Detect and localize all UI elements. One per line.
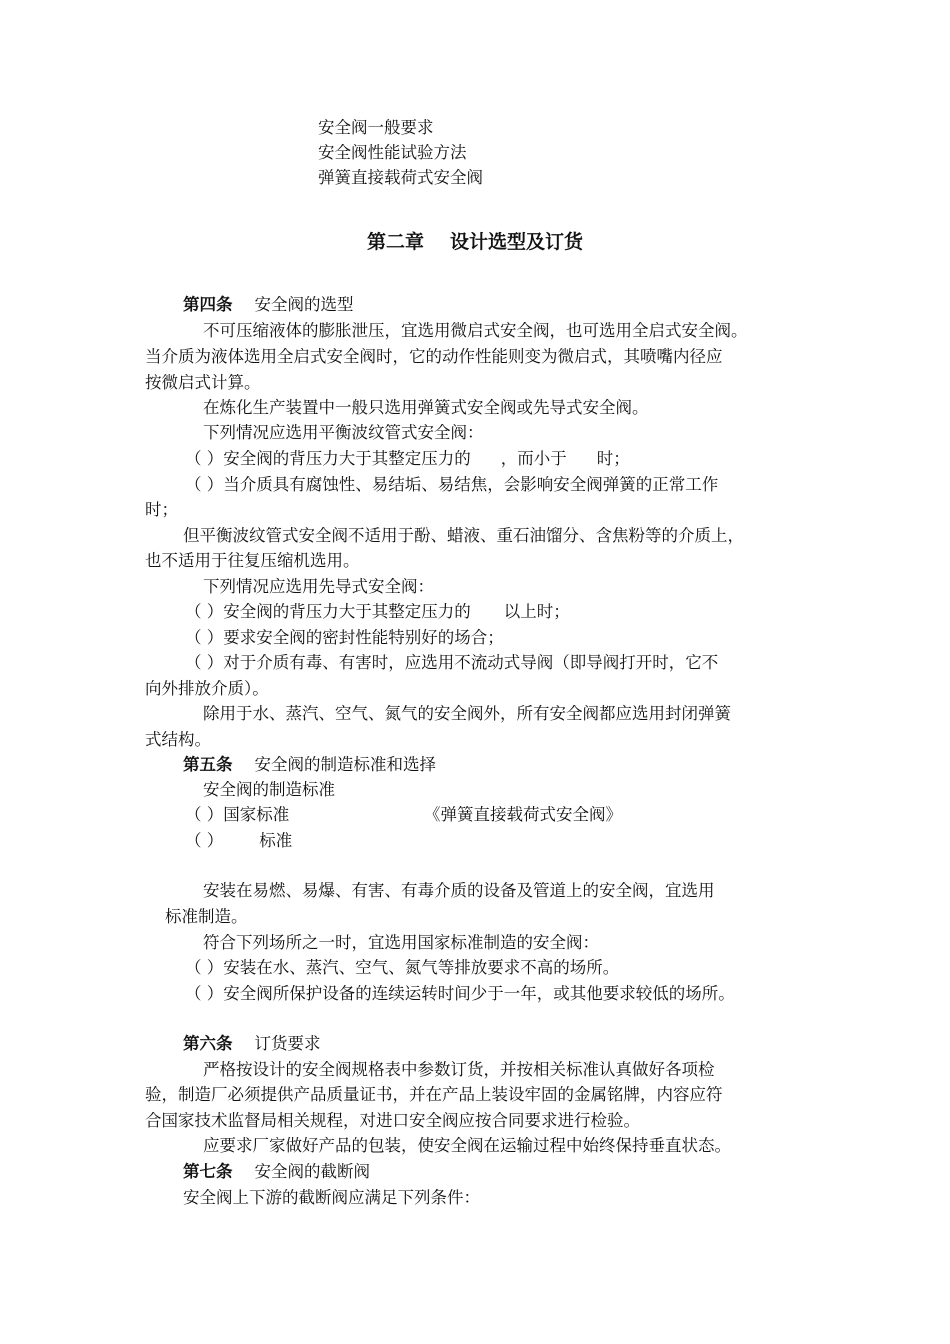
list-item-text: （ ） xyxy=(185,831,224,850)
article-label: 第六条 xyxy=(183,1034,233,1053)
chapter-heading xyxy=(0,227,950,254)
paragraph-line: 不可压缩液体的膨胀泄压，宜选用微启式安全阀，也可选用全启式安全阀。 xyxy=(203,321,748,340)
paragraph-line: 下列情况应选用先导式安全阀： xyxy=(203,577,434,596)
list-item xyxy=(185,446,630,472)
article-title: 安全阀的选型 xyxy=(254,295,354,314)
paragraph-line: 验，制造厂必须提供产品质量证书，并在产品上装设牢固的金属铭牌，内容应符 xyxy=(145,1085,723,1104)
chapter-number: 第二章 xyxy=(366,231,424,253)
paragraph-line: 向外排放介质）。 xyxy=(145,679,269,698)
reference-standard: 安全阀一般要求 xyxy=(318,118,434,137)
list-item-text: （ ）安全阀的背压力大于其整定压力的 xyxy=(185,602,471,621)
paragraph-line: 安装在易燃、易爆、有害、有毒介质的设备及管道上的安全阀，宜选用 xyxy=(203,881,715,900)
chapter-title: 设计选型及订货 xyxy=(450,231,584,253)
reference-standard: 弹簧直接载荷式安全阀 xyxy=(318,168,483,187)
paragraph-line: 符合下列场所之一时，宜选用国家标准制造的安全阀： xyxy=(203,933,599,952)
paragraph-line: 也不适用于往复压缩机选用。 xyxy=(145,551,360,570)
list-item-text: （ ）国家标准 xyxy=(185,805,290,824)
list-item: （ ）安全阀所保护设备的连续运转时间少于一年，或其他要求较低的场所。 xyxy=(185,984,735,1003)
article-title: 订货要求 xyxy=(254,1034,321,1053)
article-label: 第七条 xyxy=(183,1162,233,1181)
list-item-text: 标准 xyxy=(259,831,293,850)
list-item: （ ）对于介质有毒、有害时，应选用不流动式导阀（即导阀打开时，它不 xyxy=(185,653,719,672)
paragraph-line: 安全阀的制造标准 xyxy=(203,780,335,799)
article-heading xyxy=(183,292,354,318)
list-item-text: （ ）安全阀的背压力大于其整定压力的 xyxy=(185,449,471,468)
article-heading xyxy=(183,1159,370,1185)
list-item xyxy=(185,802,289,828)
list-item-text: 时； xyxy=(596,449,630,468)
paragraph-line: 标准制造。 xyxy=(165,907,248,926)
article-label: 第五条 xyxy=(183,755,233,774)
paragraph-line: 当介质为液体选用全启式安全阀时，它的动作性能则变为微启式，其喷嘴内径应 xyxy=(145,347,723,366)
article-heading xyxy=(183,752,436,778)
article-label: 第四条 xyxy=(183,295,233,314)
paragraph-line: 时； xyxy=(145,500,178,519)
list-item xyxy=(185,828,292,854)
reference-standard: 安全阀性能试验方法 xyxy=(318,143,467,162)
paragraph-line: 在炼化生产装置中一般只选用弹簧式安全阀或先导式安全阀。 xyxy=(203,398,649,417)
paragraph-line: 应要求厂家做好产品的包装，使安全阀在运输过程中始终保持垂直状态。 xyxy=(203,1136,731,1155)
list-item: （ ）要求安全阀的密封性能特别好的场合； xyxy=(185,628,504,647)
article-heading xyxy=(183,1031,321,1057)
article-title: 安全阀的制造标准和选择 xyxy=(254,755,436,774)
paragraph-line: 但平衡波纹管式安全阀不适用于酚、蜡液、重石油馏分、含焦粉等的介质上， xyxy=(183,526,744,545)
paragraph-line: 下列情况应选用平衡波纹管式安全阀： xyxy=(203,423,484,442)
paragraph-line: 安全阀上下游的截断阀应满足下列条件： xyxy=(183,1188,480,1207)
paragraph-line: 合国家技术监督局相关规程，对进口安全阀应按合同要求进行检验。 xyxy=(145,1111,640,1130)
list-item xyxy=(185,599,570,625)
article-title: 安全阀的截断阀 xyxy=(254,1162,370,1181)
standard-name: 《弹簧直接载荷式安全阀》 xyxy=(424,805,622,824)
paragraph-line: 按微启式计算。 xyxy=(145,373,261,392)
list-item: （ ）安装在水、蒸汽、空气、氮气等排放要求不高的场所。 xyxy=(185,958,620,977)
list-item: （ ）当介质具有腐蚀性、易结垢、易结焦，会影响安全阀弹簧的正常工作 xyxy=(185,475,719,494)
paragraph-line: 除用于水、蒸汽、空气、氮气的安全阀外，所有安全阀都应选用封闭弹簧 xyxy=(203,704,731,723)
list-item-text: ，而小于 xyxy=(500,449,567,468)
paragraph-line: 严格按设计的安全阀规格表中参数订货，并按相关标准认真做好各项检 xyxy=(203,1060,715,1079)
list-item-text: 以上时； xyxy=(503,602,570,621)
paragraph-line: 式结构。 xyxy=(145,730,211,749)
